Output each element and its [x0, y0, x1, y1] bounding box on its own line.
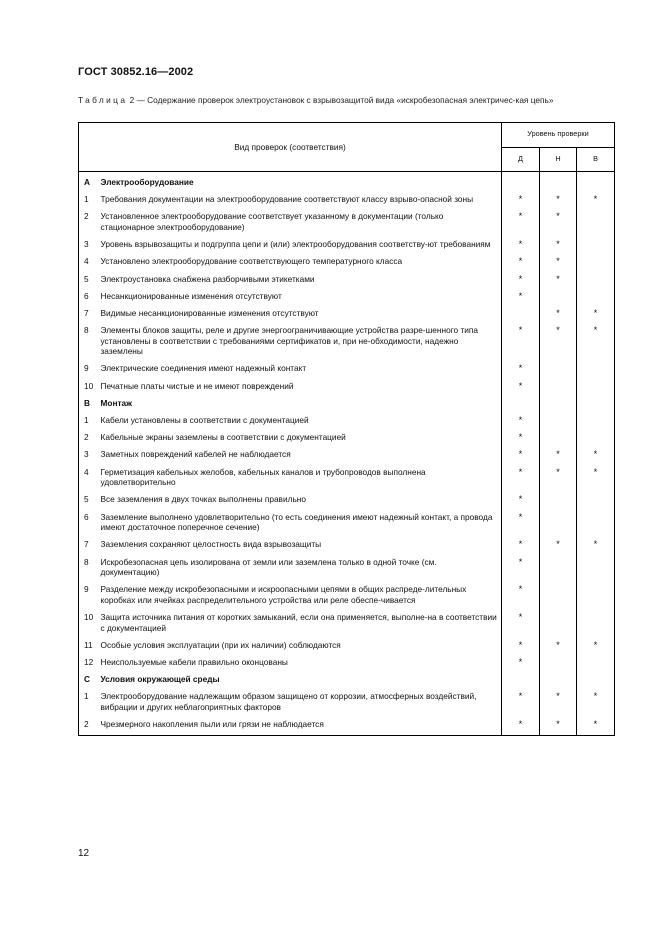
table-row: [79, 584, 615, 612]
level-v-mark: [577, 557, 615, 585]
level-v-mark: [577, 239, 615, 256]
header-level: Уровень проверки: [502, 123, 615, 148]
level-d-mark: [502, 172, 540, 195]
level-v-mark: [577, 415, 615, 432]
level-n-mark: [540, 557, 577, 585]
row-description: Уровень взрывозащиты и подгруппа цепи и (или) электрооборудования соответству-ют требованиям: [100, 239, 491, 250]
row-number: 1: [79, 691, 101, 719]
level-d-mark: *: [502, 467, 540, 495]
level-n-mark: *: [540, 308, 577, 325]
level-n-mark: [540, 415, 577, 432]
row-description: Требования документации на электрооборудование соответствуют классу взрыво-опасной зоны: [100, 194, 474, 205]
row-number: 8: [79, 325, 101, 363]
level-n-mark: *: [540, 467, 577, 495]
row-description: Установлено электрооборудование соответствующего температурного класса: [100, 256, 403, 267]
table-row: [79, 512, 615, 540]
table-row: [79, 432, 615, 449]
section-row: [79, 674, 615, 691]
row-number: 3: [79, 449, 101, 466]
row-number: 12: [79, 657, 101, 674]
row-description: Несанкционированные изменения отсутствуют: [100, 290, 282, 301]
row-description: Все заземления в двух точках выполнены правильно: [100, 494, 306, 505]
level-v-mark: [577, 381, 615, 398]
row-number: 1: [79, 194, 101, 211]
table-row: [79, 274, 615, 291]
row-description: Кабели установлены в соответствии с документацией: [100, 415, 309, 426]
level-n-mark: *: [540, 691, 577, 719]
level-d-mark: *: [502, 256, 540, 273]
row-description: Искробезопасная цепь изолирована от земли или заземлена только в одной точке (см. документацию): [100, 556, 437, 578]
level-v-mark: [577, 291, 615, 308]
table-row: [79, 467, 615, 495]
table-row: [79, 557, 615, 585]
level-n-mark: [540, 363, 577, 380]
level-n-mark: [540, 674, 577, 691]
level-d-mark: *: [502, 584, 540, 612]
level-n-mark: [540, 612, 577, 640]
table-row: [79, 308, 615, 325]
row-description: Заземления сохраняют целостность вида взрывозащиты: [100, 539, 322, 550]
row-number: 11: [79, 640, 101, 657]
level-n-mark: [540, 584, 577, 612]
row-number: 2: [79, 719, 101, 735]
level-v-mark: [577, 211, 615, 239]
header-level-n: Н: [540, 147, 577, 172]
row-number: 5: [79, 494, 101, 511]
header-level-v: В: [577, 147, 615, 172]
level-d-mark: *: [502, 512, 540, 540]
row-description: Электрические соединения имеют надежный контакт: [100, 363, 307, 374]
level-v-mark: *: [577, 449, 615, 466]
row-description: Монтаж: [100, 397, 133, 408]
level-v-mark: [577, 256, 615, 273]
level-d-mark: [502, 674, 540, 691]
level-v-mark: *: [577, 719, 615, 735]
level-d-mark: *: [502, 719, 540, 735]
level-d-mark: *: [502, 539, 540, 556]
row-description: Заметных повреждений кабелей не наблюдается: [100, 449, 291, 460]
row-number: 9: [79, 584, 101, 612]
table-caption-label: Таблица: [78, 95, 128, 105]
row-description: Неиспользуемые кабели правильно оконцованы: [100, 657, 288, 668]
row-number: А: [79, 172, 101, 195]
row-description: Видимые несанкционированные изменения отсутствуют: [100, 307, 319, 318]
level-d-mark: *: [502, 612, 540, 640]
row-description: Кабельные экраны заземлены в соответствии с документацией: [100, 432, 346, 443]
table-row: [79, 640, 615, 657]
level-d-mark: [502, 398, 540, 415]
row-description: Защита источника питания от коротких замыканий, если она применяется, выполне-на в соответствии с документацией: [100, 612, 497, 633]
row-description: Разделение между искробезопасными и искроопасными цепями в общих распреде-лительных коробках или ячейках распределительного устройства или реле обеспе-чивается: [100, 584, 467, 605]
row-description: Печатные платы чистые и не имеют повреждений: [100, 380, 294, 391]
level-n-mark: *: [540, 449, 577, 466]
level-v-mark: [577, 612, 615, 640]
table-row: [79, 719, 615, 735]
row-number: 5: [79, 274, 101, 291]
level-v-mark: [577, 674, 615, 691]
level-v-mark: *: [577, 467, 615, 495]
table-row: [79, 494, 615, 511]
table-row: [79, 211, 615, 239]
level-d-mark: *: [502, 291, 540, 308]
row-description: Заземление выполнено удовлетворительно (то есть соединения имеют надежный контакт, а провода имеют достаточное поперечное сечение): [100, 511, 493, 533]
level-d-mark: *: [502, 381, 540, 398]
row-number: 4: [79, 256, 101, 273]
row-description: Электрооборудование: [100, 177, 194, 187]
row-number: 1: [79, 415, 101, 432]
row-number: С: [79, 674, 101, 691]
row-description: Электрооборудование надлежащим образом защищено от коррозии, атмосферных воздействий, вибрации и других неблагоприятных факторов: [100, 691, 477, 713]
inspection-table: [78, 122, 615, 736]
level-v-mark: [577, 657, 615, 674]
table-caption: [78, 95, 614, 107]
level-n-mark: [540, 657, 577, 674]
row-number: 6: [79, 291, 101, 308]
level-d-mark: *: [502, 239, 540, 256]
row-description: Установленное электрооборудование соответствует указанному в документации (только стационарное электрооборудование): [100, 211, 444, 232]
table-caption-text: 2 — Содержание проверок электроустановок с взрывозащитой вида «искробезопасная электричес-кая цепь»: [127, 95, 554, 105]
row-number: 10: [79, 612, 101, 640]
level-n-mark: *: [540, 211, 577, 239]
level-d-mark: *: [502, 657, 540, 674]
row-description: Элементы блоков защиты, реле и другие энергоограничивающие устройства разре-шенного типа установлены в соответствии с требованиями сертификатов и, при не-обходимости, надежно заземлены: [100, 325, 478, 357]
level-d-mark: *: [502, 432, 540, 449]
table-row: [79, 239, 615, 256]
row-number: В: [79, 398, 101, 415]
level-d-mark: *: [502, 211, 540, 239]
level-d-mark: *: [502, 494, 540, 511]
table-row: [79, 363, 615, 380]
row-description: Электроустановка снабжена разборчивыми этикетками: [100, 273, 315, 284]
level-v-mark: *: [577, 194, 615, 211]
row-number: 10: [79, 381, 101, 398]
section-row: [79, 172, 615, 195]
table-row: [79, 325, 615, 363]
row-number: 8: [79, 557, 101, 585]
table-row: [79, 612, 615, 640]
level-n-mark: *: [540, 325, 577, 363]
level-d-mark: *: [502, 274, 540, 291]
level-d-mark: *: [502, 194, 540, 211]
level-v-mark: [577, 274, 615, 291]
level-n-mark: [540, 291, 577, 308]
level-d-mark: *: [502, 449, 540, 466]
level-d-mark: *: [502, 363, 540, 380]
level-d-mark: *: [502, 415, 540, 432]
level-v-mark: *: [577, 308, 615, 325]
level-v-mark: [577, 432, 615, 449]
level-n-mark: *: [540, 640, 577, 657]
level-v-mark: [577, 398, 615, 415]
level-d-mark: [502, 308, 540, 325]
row-number: 4: [79, 467, 101, 495]
row-description: Чрезмерного накопления пыли или грязи не наблюдается: [101, 719, 502, 735]
row-description: Условия окружающей среды: [100, 674, 220, 685]
level-v-mark: [577, 584, 615, 612]
level-n-mark: [540, 381, 577, 398]
level-n-mark: *: [540, 256, 577, 273]
table-row: [79, 256, 615, 273]
level-n-mark: *: [540, 274, 577, 291]
table-row: [79, 449, 615, 466]
level-v-mark: [577, 512, 615, 540]
level-v-mark: [577, 172, 615, 195]
row-number: 7: [79, 539, 101, 556]
page-number: 12: [78, 848, 90, 859]
row-number: 7: [79, 308, 101, 325]
level-n-mark: [540, 494, 577, 511]
table-row: [79, 691, 615, 719]
table-body: [79, 172, 615, 736]
level-n-mark: *: [540, 719, 577, 735]
level-n-mark: *: [540, 194, 577, 211]
level-n-mark: *: [540, 539, 577, 556]
table-row: [79, 415, 615, 432]
table-row: [79, 657, 615, 674]
row-number: 6: [79, 512, 101, 540]
section-row: [79, 398, 615, 415]
table-row: [79, 381, 615, 398]
level-n-mark: *: [540, 239, 577, 256]
level-n-mark: [540, 432, 577, 449]
level-n-mark: [540, 512, 577, 540]
level-v-mark: *: [577, 539, 615, 556]
table-row: [79, 194, 615, 211]
level-v-mark: *: [577, 325, 615, 363]
document-title: ГОСТ 30852.16—2002: [78, 66, 194, 78]
table-row: [79, 539, 615, 556]
level-d-mark: *: [502, 325, 540, 363]
row-number: 3: [79, 239, 101, 256]
level-n-mark: [540, 398, 577, 415]
header-checks: Вид проверок (соответствия): [79, 123, 502, 172]
row-description: Герметизация кабельных желобов, кабельных каналов и трубопроводов выполнена удовлетворительно: [100, 466, 426, 488]
row-number: 2: [79, 432, 101, 449]
level-v-mark: *: [577, 640, 615, 657]
level-v-mark: [577, 494, 615, 511]
level-n-mark: [540, 172, 577, 195]
row-number: 2: [79, 211, 101, 239]
level-d-mark: *: [502, 557, 540, 585]
row-description: Особые условия эксплуатации (при их наличии) соблюдаются: [100, 639, 341, 650]
level-d-mark: *: [502, 640, 540, 657]
row-number: 9: [79, 363, 101, 380]
table-row: [79, 291, 615, 308]
level-v-mark: *: [577, 691, 615, 719]
level-d-mark: *: [502, 691, 540, 719]
header-level-d: Д: [502, 147, 540, 172]
level-v-mark: [577, 363, 615, 380]
